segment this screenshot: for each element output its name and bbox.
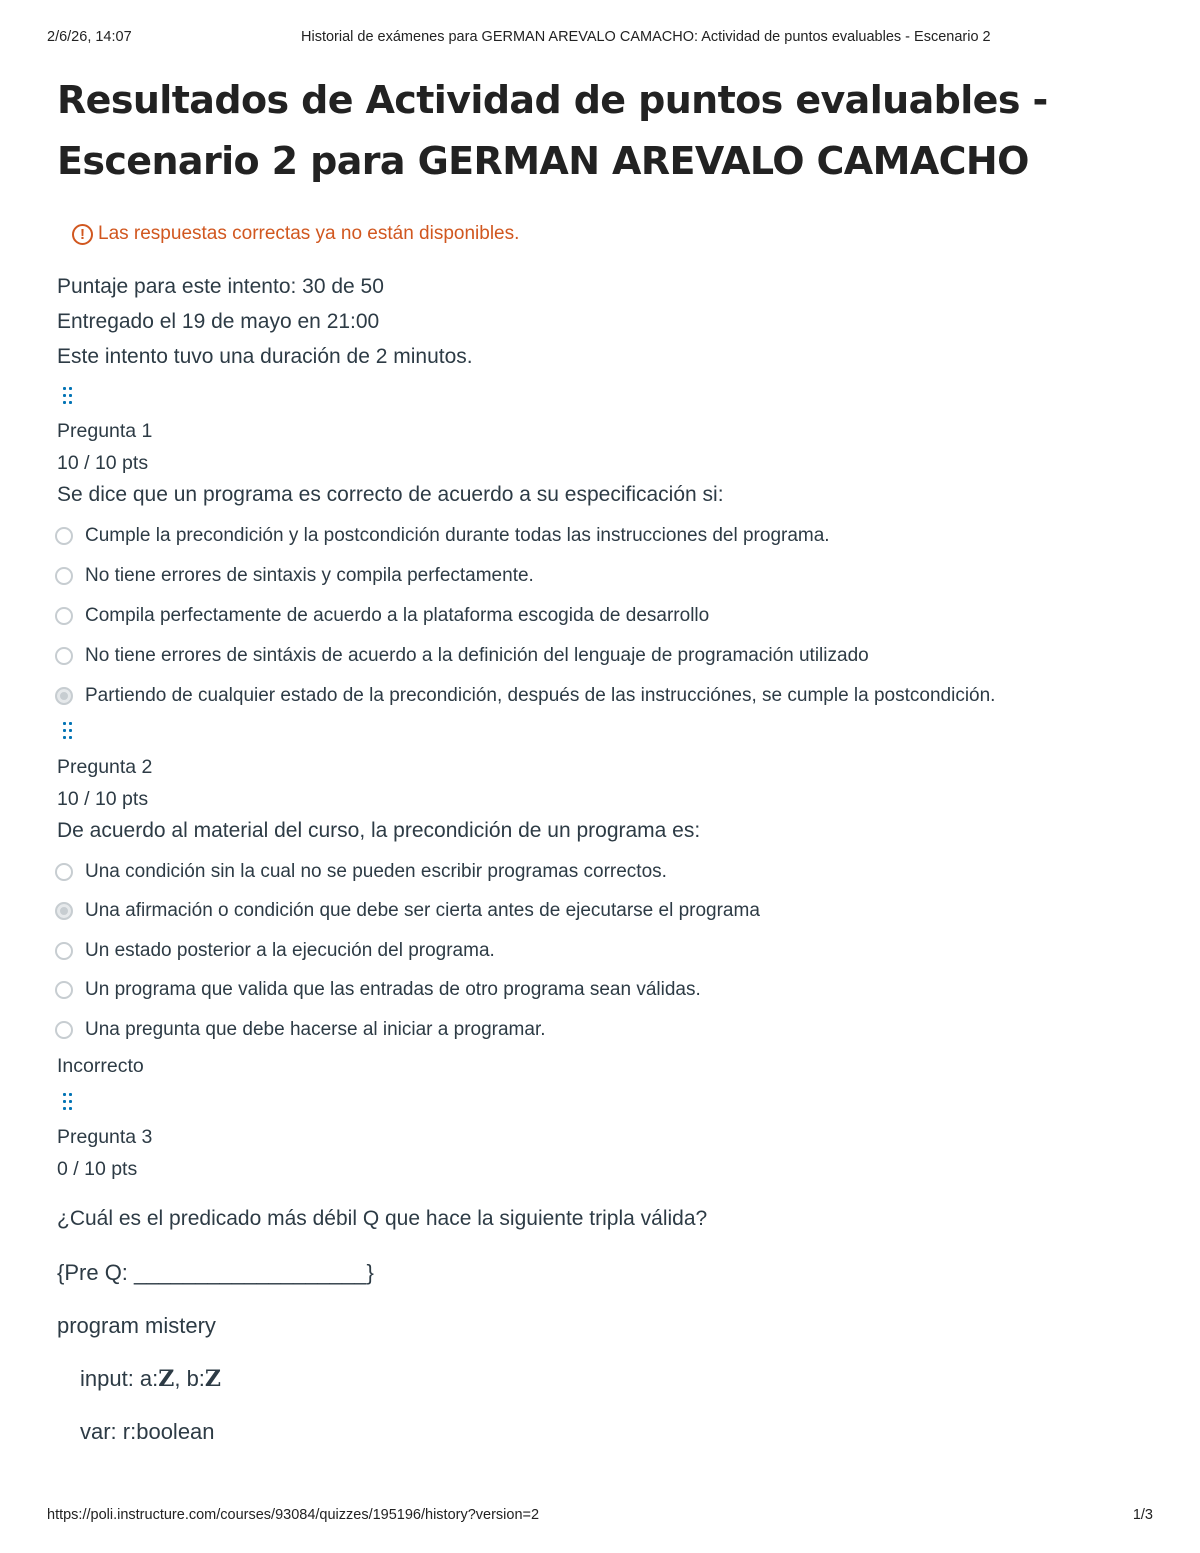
question-3-status: Incorrecto bbox=[57, 1055, 144, 1077]
integer-set-symbol: Z bbox=[158, 1366, 175, 1392]
answer-text: Una afirmación o condición que debe ser cierta antes de ejecutarse el programa bbox=[85, 900, 760, 921]
question-1-points: 10 / 10 pts bbox=[57, 452, 149, 474]
question-1-label: Pregunta 1 bbox=[57, 420, 153, 442]
warning-icon: ! bbox=[72, 224, 93, 245]
page-title-line-2: Escenario 2 para GERMAN AREVALO CAMACHO bbox=[57, 139, 1029, 183]
radio-button[interactable] bbox=[55, 527, 73, 545]
answer-text: Una condición sin la cual no se pueden escribir programas correctos. bbox=[85, 861, 667, 882]
question-3-points: 0 / 10 pts bbox=[57, 1158, 138, 1180]
radio-button[interactable] bbox=[55, 607, 73, 625]
answers-unavailable-notice bbox=[72, 223, 519, 245]
answer-text: Cumple la precondición y la postcondición durante todas las instrucciones del programa. bbox=[85, 525, 830, 546]
var-line: var: r:boolean bbox=[80, 1419, 215, 1444]
radio-button[interactable] bbox=[55, 981, 73, 999]
question-2-answer-2[interactable] bbox=[55, 900, 760, 922]
print-date: 2/6/26, 14:07 bbox=[47, 29, 132, 45]
radio-button[interactable] bbox=[55, 647, 73, 665]
drag-handle-icon[interactable] bbox=[60, 1091, 76, 1115]
question-1-answer-1[interactable] bbox=[55, 525, 830, 547]
attempt-score: Puntaje para este intento: 30 de 50 bbox=[57, 275, 384, 298]
drag-handle-icon[interactable] bbox=[60, 720, 76, 744]
answer-text: Partiendo de cualquier estado de la precondición, después de las instrucciónes, se cumple la postcondición. bbox=[85, 685, 996, 706]
question-2-answer-3[interactable] bbox=[55, 940, 495, 962]
radio-button[interactable] bbox=[55, 567, 73, 585]
print-doc-title: Historial de exámenes para GERMAN AREVALO CAMACHO: Actividad de puntos evaluables - Escenario 2 bbox=[301, 29, 991, 45]
radio-button[interactable] bbox=[55, 942, 73, 960]
answer-text: Un programa que valida que las entradas de otro programa sean válidas. bbox=[85, 979, 701, 1000]
page-title-line-1: Resultados de Actividad de puntos evaluables - bbox=[57, 78, 1048, 122]
answer-text: No tiene errores de sintaxis y compila perfectamente. bbox=[85, 565, 534, 586]
page-url: https://poli.instructure.com/courses/93084/quizzes/195196/history?version=2 bbox=[47, 1507, 540, 1523]
drag-handle-icon[interactable] bbox=[60, 385, 76, 409]
radio-button[interactable] bbox=[55, 1021, 73, 1039]
input-mid: , b: bbox=[174, 1366, 205, 1391]
answer-text: Compila perfectamente de acuerdo a la plataforma escogida de desarrollo bbox=[85, 605, 710, 626]
print-header bbox=[47, 29, 1153, 49]
page-number: 1/3 bbox=[1132, 1507, 1153, 1523]
question-3-text: ¿Cuál es el predicado más débil Q que hace la siguiente tripla válida? bbox=[57, 1207, 708, 1230]
question-1-answer-2[interactable] bbox=[55, 565, 534, 587]
question-2-answer-4[interactable] bbox=[55, 979, 701, 1001]
precondition-line: {Pre Q: ___________________} bbox=[57, 1260, 374, 1285]
question-2-answer-5[interactable] bbox=[55, 1019, 546, 1041]
radio-button[interactable] bbox=[55, 863, 73, 881]
input-prefix: input: a: bbox=[80, 1366, 159, 1391]
question-2-answer-1[interactable] bbox=[55, 861, 667, 883]
integer-set-symbol: Z bbox=[204, 1366, 221, 1392]
question-1-answer-5[interactable] bbox=[55, 685, 995, 707]
input-line bbox=[80, 1366, 221, 1392]
question-2-points: 10 / 10 pts bbox=[57, 788, 149, 810]
question-3-label: Pregunta 3 bbox=[57, 1126, 153, 1148]
question-1-text: Se dice que un programa es correcto de acuerdo a su especificación si: bbox=[57, 483, 724, 506]
attempt-duration: Este intento tuvo una duración de 2 minutos. bbox=[57, 345, 473, 368]
question-2-label: Pregunta 2 bbox=[57, 756, 153, 778]
answer-text: Un estado posterior a la ejecución del programa. bbox=[85, 940, 495, 961]
question-1-answer-3[interactable] bbox=[55, 605, 709, 627]
attempt-submitted: Entregado el 19 de mayo en 21:00 bbox=[57, 310, 380, 333]
page-title bbox=[57, 70, 1147, 192]
answer-text: Una pregunta que debe hacerse al iniciar a programar. bbox=[85, 1019, 546, 1040]
answer-text: No tiene errores de sintáxis de acuerdo a la definición del lenguaje de programación utilizado bbox=[85, 645, 869, 666]
radio-button-selected[interactable] bbox=[55, 687, 73, 705]
notice-text: Las respuestas correctas ya no están disponibles. bbox=[98, 223, 520, 244]
question-2-text: De acuerdo al material del curso, la precondición de un programa es: bbox=[57, 819, 701, 842]
program-name-line: program mistery bbox=[57, 1313, 216, 1338]
radio-button-selected[interactable] bbox=[55, 902, 73, 920]
question-1-answer-4[interactable] bbox=[55, 645, 869, 667]
